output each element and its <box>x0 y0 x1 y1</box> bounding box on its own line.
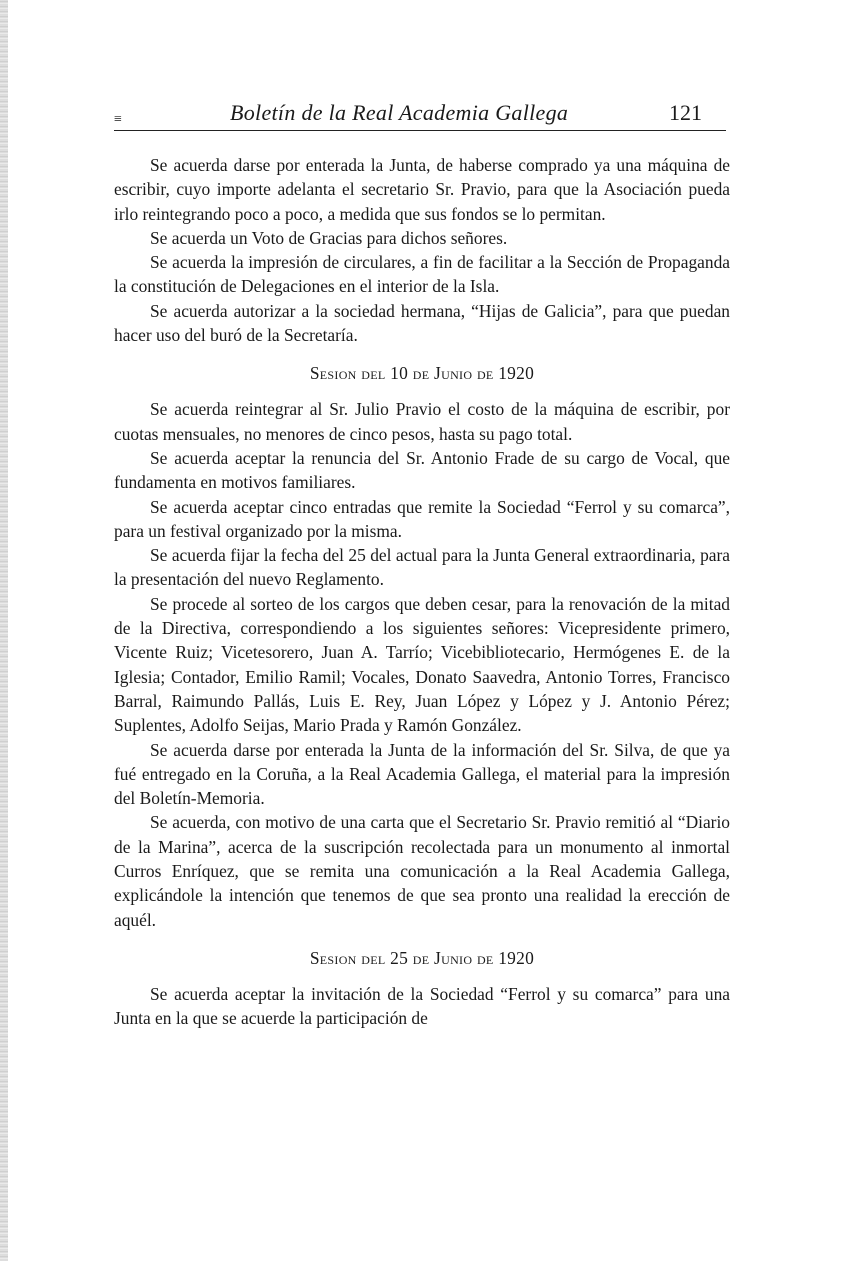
paragraph: Se acuerda aceptar la invitación de la Sociedad “Ferrol y su comarca” para una Junta en la que se acuerde la participación de <box>114 983 730 1029</box>
paragraph: Se acuerda autorizar a la sociedad hermana, “Hijas de Galicia”, para que puedan hacer uso del buró de la Secretaría. <box>114 300 730 346</box>
paragraph: Se acuerda darse por enterada la Junta, de haberse comprado ya una máquina de escribir, cuyo importe adelanta el secretario Sr. Pravio, para que la Asociación pueda irlo reintegrando poco a poco, a medida que sus fondos se lo permitan. <box>114 155 730 224</box>
body-text <box>114 153 730 1031</box>
running-header <box>114 100 726 132</box>
paragraph: Se procede al sorteo de los cargos que deben cesar, para la renovación de la mitad de la Directiva, correspondiendo a los siguientes señores: Vicepresidente primero, Vicente Ruiz; Vicetesorero, Juan A. Tarrío; Vicebibliotecario, Hermógenes E. de la Iglesia; Contador, Emilio Ramil; Vocales, Donato Saavedra, Antonio Torres, Francisco Barral, Raimundo Pallás, Luis E. Rey, Juan López y López y J. Antonio Pérez; Suplentes, Adolfo Seijas, Mario Prada y Ramón González. <box>114 593 730 736</box>
page-number: 121 <box>669 100 702 125</box>
binding-edge <box>0 0 8 1261</box>
header-mark: ≡ <box>114 112 122 127</box>
section-heading: Sesion del 25 de Junio de 1920 <box>309 947 535 968</box>
paragraph: Se acuerda un Voto de Gracias para dichos señores. <box>150 227 508 248</box>
paragraph: Se acuerda la impresión de circulares, a fin de facilitar a la Sección de Propaganda la constitución de Delegaciones en el interior de la Isla. <box>114 252 730 297</box>
running-title: Boletín de la Real Academia Gallega <box>230 100 569 125</box>
header-rule <box>114 130 726 131</box>
section-heading: Sesion del 10 de Junio de 1920 <box>309 363 535 384</box>
paragraph: Se acuerda aceptar cinco entradas que remite la Sociedad “Ferrol y su comarca”, para un festival organizado por la misma. <box>114 496 730 541</box>
paragraph: Se acuerda darse por enterada la Junta de la información del Sr. Silva, de que ya fué entregado en la Coruña, a la Real Academia Gallega, el material para la impresión del Boletín-Memoria. <box>114 739 730 809</box>
paragraph: Se acuerda reintegrar al Sr. Julio Pravio el costo de la máquina de escribir, por cuotas mensuales, no menores de cinco pesos, hasta su pago total. <box>114 399 730 444</box>
paragraph: Se acuerda fijar la fecha del 25 del actual para la Junta General extraordinaria, para la presentación del nuevo Reglamento. <box>114 545 730 590</box>
paragraph: Se acuerda, con motivo de una carta que el Secretario Sr. Pravio remitió al “Diario de la Marina”, acerca de la suscripción recolectada para un monumento al inmortal Curros Enríquez, que se remita una comunicación a la Real Academia Gallega, explicándole la intención que tenemos de que sea pronto una realidad la erección de aquél. <box>114 812 730 930</box>
paragraph: Se acuerda aceptar la renuncia del Sr. Antonio Frade de su cargo de Vocal, que fundamenta en motivos familiares. <box>114 447 730 493</box>
